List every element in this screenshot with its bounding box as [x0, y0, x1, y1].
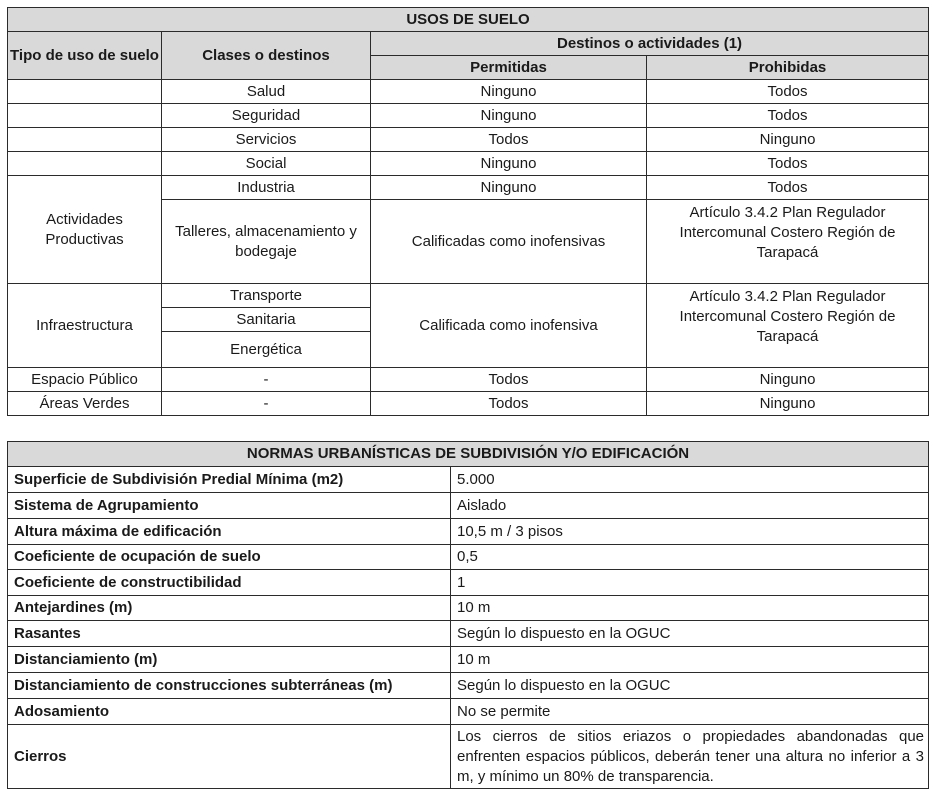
norma-label: Distanciamiento de construcciones subterráneas (m)	[8, 673, 451, 699]
table-row	[8, 392, 929, 416]
header-destinos: Destinos o actividades (1)	[371, 32, 929, 56]
norma-label: Adosamiento	[8, 699, 451, 725]
table-row	[8, 176, 929, 200]
cell-clase: Salud	[162, 80, 371, 104]
cell-prohibidas-articulo: Artículo 3.4.2 Plan Regulador Intercomunal Costero Región de Tarapacá	[647, 200, 929, 284]
norma-value: 5.000	[451, 467, 929, 493]
cell-clase: Seguridad	[162, 104, 371, 128]
table-row	[8, 570, 929, 596]
header-clases: Clases o destinos	[162, 32, 371, 80]
cell-permitidas: Ninguno	[371, 176, 647, 200]
table-row	[8, 493, 929, 519]
cell-prohibidas: Todos	[647, 176, 929, 200]
normas-urbanisticas-table	[7, 441, 929, 789]
norma-label: Rasantes	[8, 621, 451, 647]
cell-tipo: Espacio Público	[8, 368, 162, 392]
table-row	[8, 128, 929, 152]
norma-label: Antejardines (m)	[8, 596, 451, 621]
table-row	[8, 467, 929, 493]
cell-clase: Social	[162, 152, 371, 176]
cell-clase: -	[162, 392, 371, 416]
cell-permitidas: Calificadas como inofensivas	[371, 200, 647, 284]
table-row	[8, 104, 929, 128]
cell-prohibidas: Ninguno	[647, 392, 929, 416]
table-row	[8, 80, 929, 104]
norma-label: Sistema de Agrupamiento	[8, 493, 451, 519]
cell-clase-industria: Industria	[162, 176, 371, 200]
cell-tipo	[8, 104, 162, 128]
cell-permitidas: Ninguno	[371, 152, 647, 176]
cell-permitidas: Todos	[371, 128, 647, 152]
norma-label: Coeficiente de constructibilidad	[8, 570, 451, 596]
cell-prohibidas-articulo: Artículo 3.4.2 Plan Regulador Intercomunal Costero Región de Tarapacá	[647, 284, 929, 368]
norma-label: Altura máxima de edificación	[8, 519, 451, 545]
table-row	[8, 545, 929, 570]
cell-permitidas: Todos	[371, 392, 647, 416]
table-row	[8, 368, 929, 392]
norma-value: Aislado	[451, 493, 929, 519]
header-tipo: Tipo de uso de suelo	[8, 32, 162, 80]
usos-title: USOS DE SUELO	[8, 8, 929, 32]
table-row	[8, 673, 929, 699]
norma-value: Según lo dispuesto en la OGUC	[451, 673, 929, 699]
norma-value: 10 m	[451, 596, 929, 621]
cell-tipo-infraestructura: Infraestructura	[8, 284, 162, 368]
norma-value: Según lo dispuesto en la OGUC	[451, 621, 929, 647]
cell-clase: Servicios	[162, 128, 371, 152]
norma-value: 10,5 m / 3 pisos	[451, 519, 929, 545]
cell-prohibidas: Todos	[647, 152, 929, 176]
cell-clase-talleres: Talleres, almacenamiento y bodegaje	[162, 200, 371, 284]
cell-tipo	[8, 80, 162, 104]
table-row	[8, 621, 929, 647]
norma-value: No se permite	[451, 699, 929, 725]
cell-prohibidas: Ninguno	[647, 128, 929, 152]
cell-tipo: Áreas Verdes	[8, 392, 162, 416]
cell-clase-transporte: Transporte	[162, 284, 371, 308]
cell-permitidas: Ninguno	[371, 104, 647, 128]
norma-label: Cierros	[8, 725, 451, 789]
cell-tipo	[8, 152, 162, 176]
norma-value: Los cierros de sitios eriazos o propiedades abandonadas que enfrenten espacios públicos, deberán tener una altura no inferior a 3 m, y mínimo un 80% de transparencia.	[451, 725, 929, 789]
normas-title: NORMAS URBANÍSTICAS DE SUBDIVISIÓN Y/O EDIFICACIÓN	[8, 442, 929, 467]
table-row	[8, 284, 929, 308]
table-row	[8, 725, 929, 789]
header-prohibidas: Prohibidas	[647, 56, 929, 80]
table-row	[8, 647, 929, 673]
norma-value: 1	[451, 570, 929, 596]
table-row	[8, 519, 929, 545]
norma-label: Distanciamiento (m)	[8, 647, 451, 673]
cell-tipo-actividades: Actividades Productivas	[8, 176, 162, 284]
usos-de-suelo-table	[7, 7, 929, 416]
table-row	[8, 596, 929, 621]
cell-clase-energetica: Energética	[162, 332, 371, 368]
cell-permitidas: Ninguno	[371, 80, 647, 104]
norma-value: 10 m	[451, 647, 929, 673]
cell-permitidas: Calificada como inofensiva	[371, 284, 647, 368]
cell-prohibidas: Todos	[647, 80, 929, 104]
header-permitidas: Permitidas	[371, 56, 647, 80]
cell-prohibidas: Todos	[647, 104, 929, 128]
norma-value: 0,5	[451, 545, 929, 570]
table-row	[8, 152, 929, 176]
cell-permitidas: Todos	[371, 368, 647, 392]
norma-label: Coeficiente de ocupación de suelo	[8, 545, 451, 570]
table-row	[8, 699, 929, 725]
cell-tipo	[8, 128, 162, 152]
norma-label: Superficie de Subdivisión Predial Mínima (m2)	[8, 467, 451, 493]
cell-prohibidas: Ninguno	[647, 368, 929, 392]
cell-clase: -	[162, 368, 371, 392]
cell-clase-sanitaria: Sanitaria	[162, 308, 371, 332]
